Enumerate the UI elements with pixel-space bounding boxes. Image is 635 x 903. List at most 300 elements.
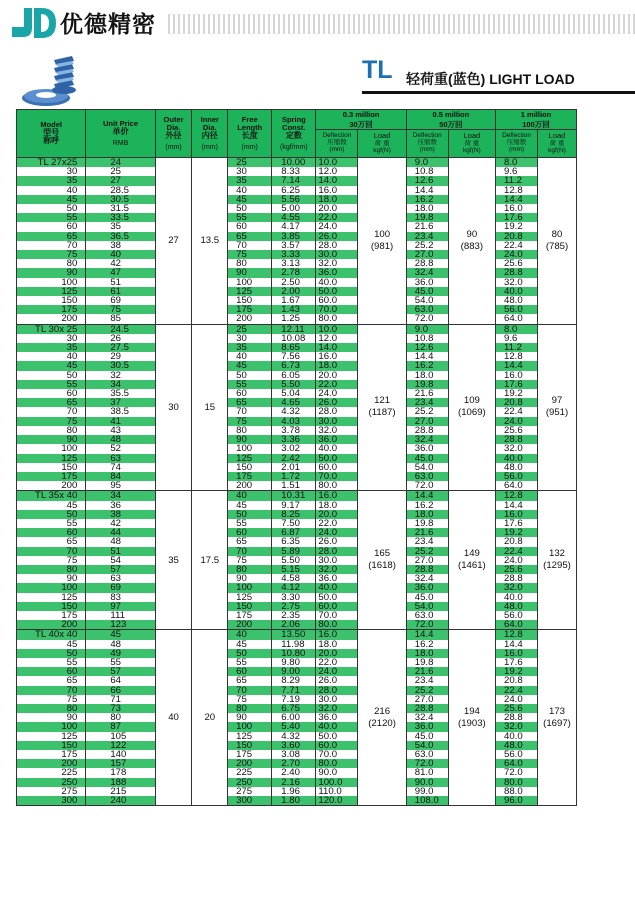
cell-deflection: 21.6 [406, 389, 448, 398]
cell-deflection: 19.2 [496, 528, 538, 537]
cell-outer-dia: 30 [155, 324, 192, 491]
cell-price: 66 [86, 686, 155, 695]
cell-deflection: 18.0 [316, 195, 358, 204]
cell-spring-const: 6.87 [272, 528, 316, 537]
cell-deflection: 9.6 [496, 334, 538, 343]
cell-deflection: 32.0 [496, 278, 538, 287]
cell-free-length: 65 [228, 676, 272, 685]
cell-model: 60 [17, 222, 86, 231]
cell-deflection: 88.0 [496, 787, 538, 796]
cell-deflection: 45.0 [406, 593, 448, 602]
cell-deflection: 26.0 [316, 398, 358, 407]
cell-free-length: 30 [228, 167, 272, 176]
cell-deflection: 22.0 [316, 519, 358, 528]
cell-deflection: 14.0 [316, 176, 358, 185]
cell-deflection: 80.0 [316, 759, 358, 768]
cell-deflection: 21.6 [406, 222, 448, 231]
cell-spring-const: 3.57 [272, 241, 316, 250]
load-n: (785) [545, 240, 569, 252]
cell-free-length: 80 [228, 426, 272, 435]
cell-deflection: 25.2 [406, 547, 448, 556]
cell-model: 175 [17, 611, 86, 620]
cell-free-length: 50 [228, 371, 272, 380]
cell-deflection: 54.0 [406, 296, 448, 305]
load-n: (1295) [543, 560, 571, 572]
cell-spring-const: 10.80 [272, 649, 316, 658]
cell-price: 73 [86, 704, 155, 713]
cell-price: 30.5 [86, 195, 155, 204]
cell-model: 80 [17, 426, 86, 435]
cell-deflection: 96.0 [496, 796, 538, 806]
cell-deflection: 14.4 [406, 186, 448, 195]
cell-spring-const: 2.75 [272, 602, 316, 611]
cell-free-length: 60 [228, 389, 272, 398]
cell-deflection: 23.4 [406, 398, 448, 407]
cell-price: 36.5 [86, 232, 155, 241]
cell-deflection: 18.0 [316, 361, 358, 370]
header-deflection: Deflection 压缩数 (mm) [496, 130, 538, 158]
header-life-05-cn: 50万回 [406, 121, 495, 130]
cell-model: 200 [17, 481, 86, 491]
cell-price: 30.5 [86, 361, 155, 370]
cell-spring-const: 2.70 [272, 759, 316, 768]
cell-model: 80 [17, 259, 86, 268]
cell-deflection: 16.0 [496, 510, 538, 519]
cell-price: 71 [86, 695, 155, 704]
cell-free-length: 55 [228, 658, 272, 667]
cell-deflection: 36.0 [406, 583, 448, 592]
cell-price: 41 [86, 417, 155, 426]
cell-deflection: 80.0 [316, 620, 358, 630]
cell-deflection: 12.8 [496, 186, 538, 195]
cell-deflection: 27.0 [406, 417, 448, 426]
cell-deflection: 22.0 [316, 380, 358, 389]
cell-model: 45 [17, 361, 86, 370]
cell-free-length: 30 [228, 334, 272, 343]
cell-price: 55 [86, 658, 155, 667]
cell-deflection: 72.0 [406, 620, 448, 630]
cell-price: 51 [86, 547, 155, 556]
cell-price: 240 [86, 796, 155, 806]
cell-deflection: 70.0 [316, 611, 358, 620]
cell-deflection: 14.4 [406, 491, 448, 501]
table-row [17, 630, 577, 640]
cell-free-length: 150 [228, 741, 272, 750]
cell-deflection: 36.0 [406, 444, 448, 453]
cell-price: 51 [86, 278, 155, 287]
cell-deflection: 48.0 [496, 741, 538, 750]
cell-deflection: 70.0 [316, 305, 358, 314]
cell-free-length: 150 [228, 296, 272, 305]
cell-deflection: 28.0 [316, 241, 358, 250]
cell-load [448, 491, 495, 630]
cell-price: 26 [86, 334, 155, 343]
cell-deflection: 40.0 [316, 722, 358, 731]
cell-deflection: 25.2 [406, 686, 448, 695]
cell-free-length: 90 [228, 713, 272, 722]
cell-deflection: 21.6 [406, 667, 448, 676]
load-n: (883) [460, 240, 484, 252]
cell-deflection: 40.0 [496, 454, 538, 463]
section-title [362, 58, 635, 94]
cell-deflection: 20.0 [316, 649, 358, 658]
spec-table [16, 109, 577, 806]
cell-free-length: 60 [228, 528, 272, 537]
cell-deflection: 25.6 [496, 259, 538, 268]
load-n: (951) [545, 407, 569, 419]
cell-spring-const: 5.50 [272, 556, 316, 565]
cell-price: 27.5 [86, 343, 155, 352]
cell-deflection: 32.4 [406, 268, 448, 277]
cell-deflection: 12.6 [406, 176, 448, 185]
cell-deflection: 36.0 [406, 278, 448, 287]
cell-free-length: 75 [228, 556, 272, 565]
cell-spring-const: 5.50 [272, 380, 316, 389]
cell-free-length: 175 [228, 750, 272, 759]
cell-deflection: 32.4 [406, 574, 448, 583]
cell-deflection: 27.0 [406, 250, 448, 259]
cell-spring-const: 12.11 [272, 324, 316, 334]
cell-deflection: 11.2 [496, 343, 538, 352]
cell-free-length: 75 [228, 695, 272, 704]
cell-deflection: 22.4 [496, 241, 538, 250]
cell-price: 111 [86, 611, 155, 620]
cell-free-length: 100 [228, 278, 272, 287]
cell-load [538, 158, 577, 325]
cell-spring-const: 2.06 [272, 620, 316, 630]
cell-deflection: 40.0 [496, 287, 538, 296]
cell-spring-const: 2.16 [272, 778, 316, 787]
cell-price: 97 [86, 602, 155, 611]
cell-free-length: 100 [228, 583, 272, 592]
header-life-05: 0.5 million [406, 110, 495, 121]
cell-deflection: 50.0 [316, 454, 358, 463]
cell-free-length: 55 [228, 519, 272, 528]
cell-deflection: 28.8 [406, 565, 448, 574]
cell-deflection: 24.0 [496, 250, 538, 259]
cell-spring-const: 9.00 [272, 667, 316, 676]
cell-load [448, 630, 495, 806]
cell-load [358, 158, 406, 325]
cell-deflection: 12.6 [406, 343, 448, 352]
cell-inner-dia: 15 [192, 324, 228, 491]
cell-free-length: 35 [228, 176, 272, 185]
cell-deflection: 60.0 [316, 463, 358, 472]
cell-load [538, 324, 577, 491]
cell-model: 80 [17, 565, 86, 574]
series-name: 轻荷重(蓝色) LIGHT LOAD [406, 71, 575, 87]
cell-spring-const: 4.65 [272, 398, 316, 407]
load-kgf: 165 [374, 548, 391, 560]
cell-spring-const: 5.56 [272, 195, 316, 204]
cell-price: 44 [86, 528, 155, 537]
cell-spring-const: 3.13 [272, 259, 316, 268]
cell-spring-const: 13.50 [272, 630, 316, 640]
cell-free-length: 250 [228, 778, 272, 787]
cell-deflection: 32.0 [316, 426, 358, 435]
cell-outer-dia: 40 [155, 630, 192, 806]
cell-model: 100 [17, 444, 86, 453]
load-n: (1903) [458, 717, 486, 729]
cell-deflection: 24.0 [496, 556, 538, 565]
cell-load [538, 491, 577, 630]
cell-deflection: 12.0 [316, 167, 358, 176]
load-kgf: 149 [463, 548, 480, 560]
cell-deflection: 14.4 [496, 501, 538, 510]
cell-model: 65 [17, 232, 86, 241]
cell-price: 27 [86, 176, 155, 185]
cell-free-length: 35 [228, 343, 272, 352]
cell-deflection: 30.0 [316, 695, 358, 704]
cell-model: 90 [17, 268, 86, 277]
cell-deflection: 90.0 [316, 768, 358, 777]
cell-deflection: 20.8 [496, 232, 538, 241]
cell-deflection: 9.0 [406, 324, 448, 334]
cell-free-length: 50 [228, 204, 272, 213]
cell-spring-const: 5.15 [272, 565, 316, 574]
cell-free-length: 75 [228, 250, 272, 259]
cell-spring-const: 7.50 [272, 519, 316, 528]
cell-model: 65 [17, 676, 86, 685]
cell-model: 55 [17, 658, 86, 667]
cell-deflection: 19.8 [406, 213, 448, 222]
load-n: (981) [370, 240, 394, 252]
cell-model: TL 27x25 [17, 158, 86, 168]
cell-spring-const: 7.19 [272, 695, 316, 704]
cell-deflection: 28.0 [316, 686, 358, 695]
cell-deflection: 45.0 [406, 454, 448, 463]
cell-free-length: 90 [228, 268, 272, 277]
cell-deflection: 16.2 [406, 501, 448, 510]
cell-deflection: 24.0 [496, 695, 538, 704]
cell-deflection: 28.8 [496, 574, 538, 583]
cell-model: 30 [17, 167, 86, 176]
cell-model: 125 [17, 593, 86, 602]
cell-model: TL 30x 25 [17, 324, 86, 334]
cell-price: 69 [86, 583, 155, 592]
cell-deflection: 30.0 [316, 417, 358, 426]
cell-deflection: 24.0 [496, 417, 538, 426]
cell-model: 100 [17, 583, 86, 592]
cell-deflection: 54.0 [406, 741, 448, 750]
load-kgf: 100 [374, 228, 391, 240]
cell-deflection: 22.4 [496, 547, 538, 556]
cell-deflection: 56.0 [496, 305, 538, 314]
cell-price: 36 [86, 501, 155, 510]
cell-deflection: 32.0 [316, 704, 358, 713]
cell-deflection: 28.8 [406, 426, 448, 435]
cell-deflection: 28.8 [496, 268, 538, 277]
cell-deflection: 50.0 [316, 732, 358, 741]
cell-spring-const: 2.01 [272, 463, 316, 472]
cell-deflection: 24.0 [316, 222, 358, 231]
cell-price: 33.5 [86, 213, 155, 222]
cell-spring-const: 1.43 [272, 305, 316, 314]
cell-price: 47 [86, 268, 155, 277]
cell-free-length: 45 [228, 195, 272, 204]
cell-deflection: 40.0 [496, 593, 538, 602]
cell-free-length: 55 [228, 380, 272, 389]
cell-deflection: 24.0 [316, 667, 358, 676]
cell-free-length: 175 [228, 611, 272, 620]
cell-model: 300 [17, 796, 86, 806]
table-group [17, 491, 577, 630]
cell-spring-const: 7.71 [272, 686, 316, 695]
cell-spring-const: 7.56 [272, 352, 316, 361]
cell-free-length: 45 [228, 640, 272, 649]
cell-deflection: 14.4 [496, 361, 538, 370]
header-life-03: 0.3 million [316, 110, 406, 121]
header-deflection: Deflection 压缩数 (mm) [316, 130, 358, 158]
cell-model: 150 [17, 602, 86, 611]
cell-price: 32 [86, 371, 155, 380]
header-life-03-cn: 30万回 [316, 121, 406, 130]
cell-deflection: 45.0 [406, 732, 448, 741]
cell-deflection: 40.0 [496, 732, 538, 741]
cell-spring-const: 3.78 [272, 426, 316, 435]
cell-deflection: 11.2 [496, 176, 538, 185]
cell-price: 157 [86, 759, 155, 768]
cell-deflection: 20.8 [496, 676, 538, 685]
cell-deflection: 25.2 [406, 407, 448, 416]
table-row [17, 491, 577, 501]
cell-deflection: 100.0 [316, 778, 358, 787]
cell-model: 55 [17, 380, 86, 389]
cell-price: 45 [86, 630, 155, 640]
cell-spring-const: 3.30 [272, 593, 316, 602]
cell-deflection: 40.0 [316, 583, 358, 592]
cell-deflection: 24.0 [316, 528, 358, 537]
cell-price: 43 [86, 426, 155, 435]
cell-free-length: 50 [228, 649, 272, 658]
table-group [17, 324, 577, 491]
cell-price: 35 [86, 222, 155, 231]
cell-deflection: 12.8 [496, 491, 538, 501]
cell-price: 122 [86, 741, 155, 750]
cell-deflection: 26.0 [316, 537, 358, 546]
cell-spring-const: 5.00 [272, 204, 316, 213]
cell-deflection: 20.8 [496, 398, 538, 407]
cell-deflection: 56.0 [496, 611, 538, 620]
cell-free-length: 150 [228, 602, 272, 611]
cell-model: 200 [17, 620, 86, 630]
cell-deflection: 18.0 [406, 649, 448, 658]
cell-deflection: 14.4 [496, 195, 538, 204]
cell-spring-const: 3.85 [272, 232, 316, 241]
cell-deflection: 48.0 [496, 296, 538, 305]
page-header [0, 0, 635, 52]
cell-model: 125 [17, 287, 86, 296]
header-life-1: 1 million [496, 110, 577, 121]
cell-deflection: 50.0 [316, 593, 358, 602]
cell-deflection: 36.0 [316, 268, 358, 277]
cell-model: 275 [17, 787, 86, 796]
cell-free-length: 80 [228, 259, 272, 268]
cell-deflection: 80.0 [316, 314, 358, 324]
cell-spring-const: 2.42 [272, 454, 316, 463]
cell-free-length: 150 [228, 463, 272, 472]
cell-spring-const: 4.58 [272, 574, 316, 583]
load-kgf: 121 [374, 395, 391, 407]
cell-model: 125 [17, 454, 86, 463]
cell-model: 45 [17, 501, 86, 510]
cell-spring-const: 11.98 [272, 640, 316, 649]
cell-price: 29 [86, 352, 155, 361]
cell-spring-const: 8.65 [272, 343, 316, 352]
cell-model: 200 [17, 759, 86, 768]
load-n: (1187) [368, 407, 396, 419]
cell-deflection: 12.8 [496, 630, 538, 640]
cell-spring-const: 4.55 [272, 213, 316, 222]
cell-free-length: 70 [228, 547, 272, 556]
cell-deflection: 14.0 [316, 343, 358, 352]
cell-spring-const: 6.00 [272, 713, 316, 722]
cell-model: 150 [17, 463, 86, 472]
cell-deflection: 50.0 [316, 287, 358, 296]
header-free-length: Free Length 长度 (mm) [228, 110, 272, 158]
load-n: (1697) [543, 717, 571, 729]
cell-deflection: 36.0 [316, 713, 358, 722]
cell-free-length: 40 [228, 352, 272, 361]
header-life-1-cn: 100万回 [496, 121, 577, 130]
header-deflection: Deflection 压缩数 (mm) [406, 130, 448, 158]
cell-free-length: 25 [228, 324, 272, 334]
cell-free-length: 65 [228, 232, 272, 241]
cell-price: 38 [86, 241, 155, 250]
cell-deflection: 19.8 [406, 380, 448, 389]
cell-price: 34 [86, 491, 155, 501]
cell-load [448, 324, 495, 491]
cell-spring-const: 3.60 [272, 741, 316, 750]
cell-model: 175 [17, 305, 86, 314]
cell-price: 63 [86, 454, 155, 463]
cell-spring-const: 4.17 [272, 222, 316, 231]
cell-model: 60 [17, 389, 86, 398]
cell-deflection: 48.0 [496, 463, 538, 472]
cell-deflection: 64.0 [496, 481, 538, 491]
cell-free-length: 200 [228, 314, 272, 324]
header-load: Load 荷 重 kgf(N) [448, 130, 495, 158]
header-outer: Outer Dia. 外径 (mm) [155, 110, 192, 158]
cell-spring-const: 2.40 [272, 768, 316, 777]
cell-price: 37 [86, 398, 155, 407]
cell-load [358, 324, 406, 491]
cell-model: 30 [17, 334, 86, 343]
cell-deflection: 19.2 [496, 222, 538, 231]
cell-model: 150 [17, 296, 86, 305]
cell-model: 200 [17, 314, 86, 324]
cell-price: 42 [86, 519, 155, 528]
cell-outer-dia: 27 [155, 158, 192, 325]
cell-free-length: 100 [228, 722, 272, 731]
cell-spring-const: 2.00 [272, 287, 316, 296]
cell-deflection: 16.0 [316, 630, 358, 640]
cell-price: 38 [86, 510, 155, 519]
cell-free-length: 125 [228, 732, 272, 741]
cell-deflection: 17.6 [496, 658, 538, 667]
cell-price: 49 [86, 649, 155, 658]
table-group [17, 630, 577, 806]
cell-deflection: 10.8 [406, 167, 448, 176]
cell-deflection: 20.0 [316, 510, 358, 519]
cell-model: 65 [17, 537, 86, 546]
cell-deflection: 48.0 [496, 602, 538, 611]
cell-price: 87 [86, 722, 155, 731]
cell-price: 85 [86, 314, 155, 324]
header-stripes [168, 14, 635, 34]
cell-deflection: 19.2 [496, 389, 538, 398]
cell-model: 50 [17, 649, 86, 658]
